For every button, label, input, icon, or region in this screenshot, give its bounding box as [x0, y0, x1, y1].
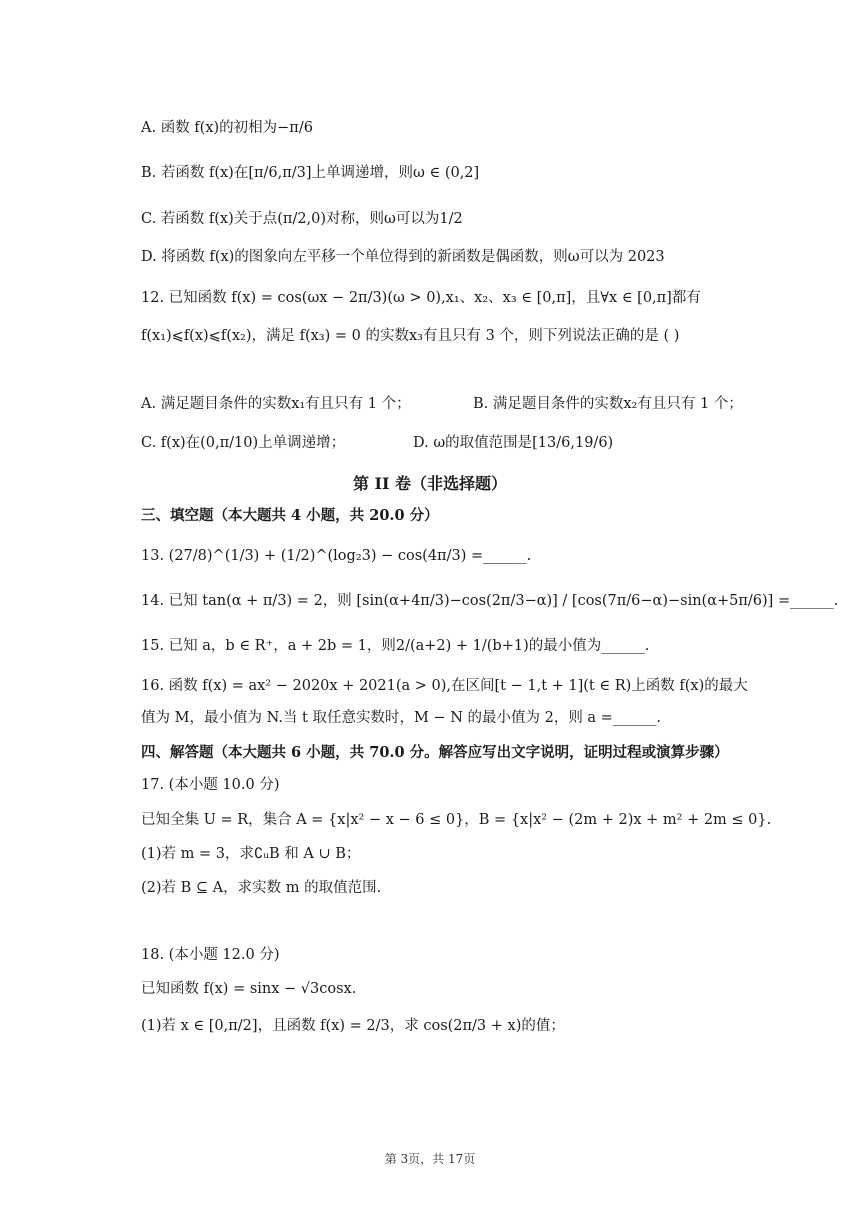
question-12-line1: 12. 已知函数 f(x) = cos(ωx − 2π/3)(ω > 0),x₁、x₂、x₃ ∈ [0,π]，且∀x ∈ [0,π]都有 [141, 290, 701, 306]
section-4-title: 四、解答题（本大题共 6 小题，共 70.0 分。解答应写出文字说明，证明过程或演算步骤） [141, 744, 729, 761]
question-17-part2: (2)若 B ⊆ A，求实数 m 的取值范围. [141, 880, 382, 896]
question-16-line1: 16. 函数 f(x) = ax² − 2020x + 2021(a > 0),在区间[t − 1,t + 1](t ∈ R)上函数 f(x)的最大 [141, 678, 748, 694]
question-13: 13. (27/8)^(1/3) + (1/2)^(log₂3) − cos(4π/3) =______. [141, 548, 532, 564]
q12-option-d: D. ω的取值范围是[13/6,19/6) [413, 435, 614, 451]
question-17-heading: 17. (本小题 10.0 分) [141, 777, 280, 793]
q12-option-c: C. f(x)在(0,π/10)上单调递增； [141, 435, 346, 451]
option-c: C. 若函数 f(x)关于点(π/2,0)对称，则ω可以为1/2 [141, 211, 463, 227]
question-18-heading: 18. (本小题 12.0 分) [141, 947, 280, 963]
q12-option-b: B. 满足题目条件的实数x₂有且只有 1 个； [473, 396, 743, 412]
question-18-body: 已知函数 f(x) = sinx − √3cosx. [141, 981, 357, 997]
question-18-part1: (1)若 x ∈ [0,π/2]，且函数 f(x) = 2/3，求 cos(2π/3 + x)的值； [141, 1018, 565, 1034]
question-14: 14. 已知 tan(α + π/3) = 2，则 [sin(α+4π/3)−cos(2π/3−α)] / [cos(7π/6−α)−sin(α+5π/6)] =______. [141, 593, 839, 609]
section-3-title: 三、填空题（本大题共 4 小题，共 20.0 分） [141, 507, 439, 524]
part-2-title: 第 II 卷（非选择题） [352, 474, 508, 493]
option-d: D. 将函数 f(x)的图象向左平移一个单位得到的新函数是偶函数，则ω可以为 2023 [141, 249, 665, 265]
question-16-line2: 值为 M，最小值为 N.当 t 取任意实数时，M − N 的最小值为 2，则 a =______. [141, 710, 661, 726]
question-12-line2: f(x₁)⩽f(x)⩽f(x₂)，满足 f(x₃) = 0 的实数x₃有且只有 3 个，则下列说法正确的是 ( ) [141, 328, 680, 344]
question-17-body: 已知全集 U = R，集合 A = {x|x² − x − 6 ≤ 0}，B = {x|x² − (2m + 2)x + m² + 2m ≤ 0}. [141, 812, 772, 828]
question-15: 15. 已知 a，b ∈ R⁺，a + 2b = 1，则2/(a+2) + 1/(b+1)的最小值为______. [141, 638, 650, 654]
page-footer: 第 3页，共 17页 [384, 1152, 476, 1166]
option-b: B. 若函数 f(x)在[π/6,π/3]上单调递增，则ω ∈ (0,2] [141, 165, 480, 181]
question-17-part1: (1)若 m = 3，求∁ᵤB 和 A ∪ B； [141, 846, 361, 862]
q12-option-a: A. 满足题目条件的实数x₁有且只有 1 个； [141, 396, 411, 412]
option-a: A. 函数 f(x)的初相为−π/6 [141, 120, 313, 136]
